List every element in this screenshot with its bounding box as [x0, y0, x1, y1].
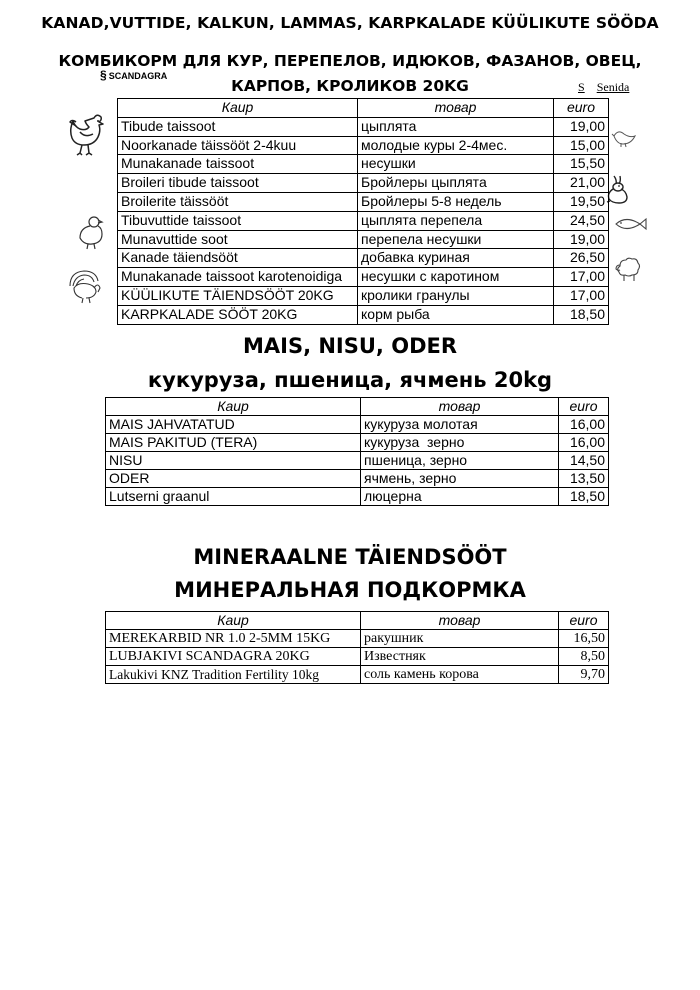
- chicken-icon: [76, 214, 108, 250]
- store-mark: S: [578, 80, 585, 94]
- grain-section-title-ru: кукуруза, пшеница, ячмень 20kg: [147, 368, 553, 392]
- column-header-product: Каир: [106, 612, 361, 630]
- table-header-row: [118, 99, 609, 118]
- product-cell: LUBJAKIVI SCANDAGRA 20KG: [106, 648, 361, 666]
- price-cell: 17,00: [554, 286, 609, 305]
- name-ru-cell: цыплята перепела: [358, 211, 554, 230]
- fish-icon: [614, 215, 648, 233]
- table-row: [106, 452, 609, 470]
- mineral-section-title-ru: МИНЕРАЛЬНАЯ ПОДКОРМКА: [174, 578, 526, 602]
- product-cell: KÜÜLIKUTE TÄIENDSÖÖT 20KG: [118, 286, 358, 305]
- name-ru-cell: кролики гранулы: [358, 286, 554, 305]
- product-cell: Noorkanade täissööt 2-4kuu: [118, 136, 358, 155]
- product-cell: MAIS JAHVATATUD: [106, 416, 361, 434]
- name-ru-cell: перепела несушки: [358, 230, 554, 249]
- table-row: [106, 488, 609, 506]
- product-cell: Tibuvuttide taissoot: [118, 211, 358, 230]
- store-name: Senida: [596, 80, 630, 94]
- column-header-name-ru: товар: [358, 99, 554, 118]
- price-cell: 17,00: [554, 268, 609, 287]
- price-cell: 8,50: [559, 648, 609, 666]
- name-ru-cell: добавка куриная: [358, 249, 554, 268]
- name-ru-cell: несушки: [358, 155, 554, 174]
- price-cell: 14,50: [559, 452, 609, 470]
- turkey-icon: [66, 268, 104, 304]
- table-row: [118, 211, 609, 230]
- table-row: [118, 286, 609, 305]
- grain-section-title-et: MAIS, NISU, ODER: [242, 334, 458, 358]
- title-russian-line2: КАРПОВ, КРОЛИКОВ 20KG: [231, 77, 469, 95]
- price-cell: 19,00: [554, 230, 609, 249]
- product-cell: Tibude taissoot: [118, 117, 358, 136]
- product-cell: Munakanade taissoot: [118, 155, 358, 174]
- name-ru-cell: несушки с каротином: [358, 268, 554, 287]
- table-row: [106, 666, 609, 684]
- name-ru-cell: корм рыба: [358, 305, 554, 324]
- price-cell: 9,70: [559, 666, 609, 684]
- table-row: [106, 470, 609, 488]
- product-cell: Lutserni graanul: [106, 488, 361, 506]
- table-row: [118, 268, 609, 287]
- feed-price-table: [117, 98, 609, 325]
- product-cell: MAIS PAKITUD (TERA): [106, 434, 361, 452]
- price-cell: 19,50: [554, 192, 609, 211]
- logo-mark-icon: §: [100, 68, 107, 82]
- product-cell: Munakanade taissoot karotenoidiga: [118, 268, 358, 287]
- table-header-row: [106, 398, 609, 416]
- table-row: [118, 305, 609, 324]
- price-cell: 16,00: [559, 416, 609, 434]
- price-cell: 19,00: [554, 117, 609, 136]
- product-cell: Broilerite täissööt: [118, 192, 358, 211]
- price-cell: 16,50: [559, 630, 609, 648]
- column-header-price: euro: [554, 99, 609, 118]
- name-ru-cell: Бройлеры 5-8 недель: [358, 192, 554, 211]
- table-row: [118, 117, 609, 136]
- table-row: [118, 192, 609, 211]
- table-row: [118, 249, 609, 268]
- table-row: [118, 230, 609, 249]
- table-header-row: [106, 612, 609, 630]
- table-row: [106, 648, 609, 666]
- product-cell: Kanade täiendsööt: [118, 249, 358, 268]
- price-cell: 24,50: [554, 211, 609, 230]
- table-row: [118, 136, 609, 155]
- column-header-product: Каир: [106, 398, 361, 416]
- name-ru-cell: люцерна: [361, 488, 559, 506]
- price-cell: 15,00: [554, 136, 609, 155]
- name-ru-cell: соль камень корова: [361, 666, 559, 684]
- price-cell: 18,50: [559, 488, 609, 506]
- mineral-price-table: [105, 611, 609, 684]
- table-row: [106, 416, 609, 434]
- price-cell: 15,50: [554, 155, 609, 174]
- name-ru-cell: ячмень, зерно: [361, 470, 559, 488]
- scandagra-logo: § SCANDAGRA: [100, 68, 168, 82]
- table-row: [118, 155, 609, 174]
- name-ru-cell: пшеница, зерно: [361, 452, 559, 470]
- store-label: [578, 80, 629, 95]
- table-row: [106, 434, 609, 452]
- column-header-price: euro: [559, 612, 609, 630]
- name-ru-cell: кукуруза молотая: [361, 416, 559, 434]
- name-ru-cell: Известняк: [361, 648, 559, 666]
- mineral-section-title-et: MINERAALNE TÄIENDSÖÖT: [193, 545, 507, 569]
- name-ru-cell: Бройлеры цыплята: [358, 174, 554, 193]
- price-cell: 16,00: [559, 434, 609, 452]
- hen-icon: [68, 112, 110, 158]
- name-ru-cell: ракушник: [361, 630, 559, 648]
- product-cell: Munavuttide soot: [118, 230, 358, 249]
- name-ru-cell: кукуруза зерно: [361, 434, 559, 452]
- column-header-name-ru: товар: [361, 612, 559, 630]
- title-russian-line1: КОМБИКОРМ ДЛЯ КУР, ПЕРЕПЕЛОВ, ИДЮКОВ, ФАЗАНОВ, ОВЕЦ,: [58, 52, 642, 70]
- product-cell: Lakukivi KNZ Tradition Fertility 10kg: [106, 666, 361, 684]
- product-cell: ODER: [106, 470, 361, 488]
- column-header-name-ru: товар: [361, 398, 559, 416]
- price-cell: 21,00: [554, 174, 609, 193]
- column-header-price: euro: [559, 398, 609, 416]
- table-row: [106, 630, 609, 648]
- product-cell: MEREKARBID NR 1.0 2-5MM 15KG: [106, 630, 361, 648]
- grain-price-table: [105, 397, 609, 506]
- name-ru-cell: цыплята: [358, 117, 554, 136]
- product-cell: NISU: [106, 452, 361, 470]
- title-estonian: KANAD,VUTTIDE, KALKUN, LAMMAS, KARPKALADE KÜÜLIKUTE SÖÖDA: [41, 14, 659, 32]
- sheep-icon: [614, 256, 642, 282]
- price-cell: 26,50: [554, 249, 609, 268]
- product-cell: Broileri tibude taissoot: [118, 174, 358, 193]
- name-ru-cell: молодые куры 2-4мес.: [358, 136, 554, 155]
- bird-icon: [611, 126, 637, 148]
- column-header-product: Каир: [118, 99, 358, 118]
- price-cell: 13,50: [559, 470, 609, 488]
- product-cell: KARPKALADE SÖÖT 20KG: [118, 305, 358, 324]
- price-cell: 18,50: [554, 305, 609, 324]
- table-row: [118, 174, 609, 193]
